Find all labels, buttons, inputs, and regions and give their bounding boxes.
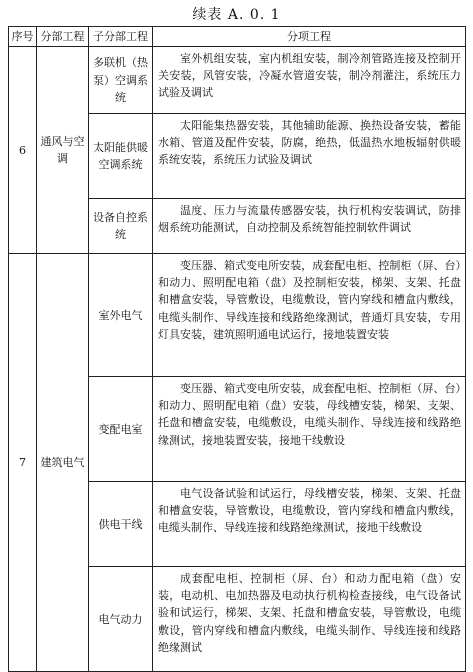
items-cell: 成套配电柜、控制柜（屏、台）和动力配电箱（盘）安装，电动机、电加热器及电动执行机构检查接线，电气设备试验和试运行，梯架、支架、托盘和槽盒安装，导管敷设，电缆敷设，管内穿线和槽盒内敷线，电缆头制作、导线连接和线路绝缘测试	[153, 567, 466, 672]
header-items: 分项工程	[153, 27, 466, 47]
items-cell: 太阳能集热器安装，其他辅助能源、换热设备安装，蓄能水箱、管道及配件安装，防腐，绝热，低温热水地板辐射供暖系统安装，系统压力试验及调试	[153, 114, 466, 199]
seq-cell: 6	[9, 47, 37, 254]
table-row	[9, 47, 466, 114]
items-cell: 电气设备试验和试运行，母线槽安装，梯架、支架、托盘和槽盒安装，导管敷设，电缆敷设，管内穿线和槽盒内敷线，电缆头制作、导线连接和线路绝缘测试，接地干线敷设	[153, 482, 466, 567]
subdivision-cell: 变配电室	[89, 377, 153, 482]
header-seq: 序号	[9, 27, 37, 47]
header-subdivision: 子分部工程	[89, 27, 153, 47]
items-cell: 变压器、箱式变电所安装，成套配电柜、控制柜（屏、台）和动力、照明配电箱（盘）及控制柜安装，梯架、支架、托盘和槽盒安装，导管敷设，电缆敷设，管内穿线和槽盒内敷线，电缆头制作、导线连接和线路绝缘测试，普通灯具安装，专用灯具安装，建筑照明通电试运行，接地装置安装	[153, 254, 466, 377]
division-cell: 建筑电气	[37, 254, 89, 672]
subdivision-cell: 供电干线	[89, 482, 153, 567]
items-cell: 室外机组安装，室内机组安装，制冷剂管路连接及控制开关安装，风管安装，冷凝水管道安装，制冷剂灌注，系统压力试验及调试	[153, 47, 466, 114]
subdivision-cell: 电气动力	[89, 567, 153, 672]
items-cell: 温度、压力与流量传感器安装，执行机构安装调试，防排烟系统功能测试，自动控制及系统智能控制软件调试	[153, 199, 466, 254]
seq-cell: 7	[9, 254, 37, 672]
table-caption: 续表 A. 0. 1	[192, 7, 281, 23]
items-cell: 变压器、箱式变电所安装，成套配电柜、控制柜（屏、台）和动力、照明配电箱（盘）安装，母线槽安装，梯架、支架、托盘和槽盒安装，电缆敷设，电缆头制作、导线连接和线路绝缘测试，接地装置安装，接地干线敷设	[153, 377, 466, 482]
specification-table	[8, 26, 466, 672]
subdivision-cell: 室外电气	[89, 254, 153, 377]
subdivision-cell: 太阳能供暖空调系统	[89, 114, 153, 199]
table-header-row	[9, 27, 466, 47]
header-division: 分部工程	[37, 27, 89, 47]
specification-table-container	[8, 26, 466, 672]
subdivision-cell: 设备自控系统	[89, 199, 153, 254]
division-cell: 通风与空调	[37, 47, 89, 254]
subdivision-cell: 多联机（热泵）空调系统	[89, 47, 153, 114]
table-row	[9, 254, 466, 377]
